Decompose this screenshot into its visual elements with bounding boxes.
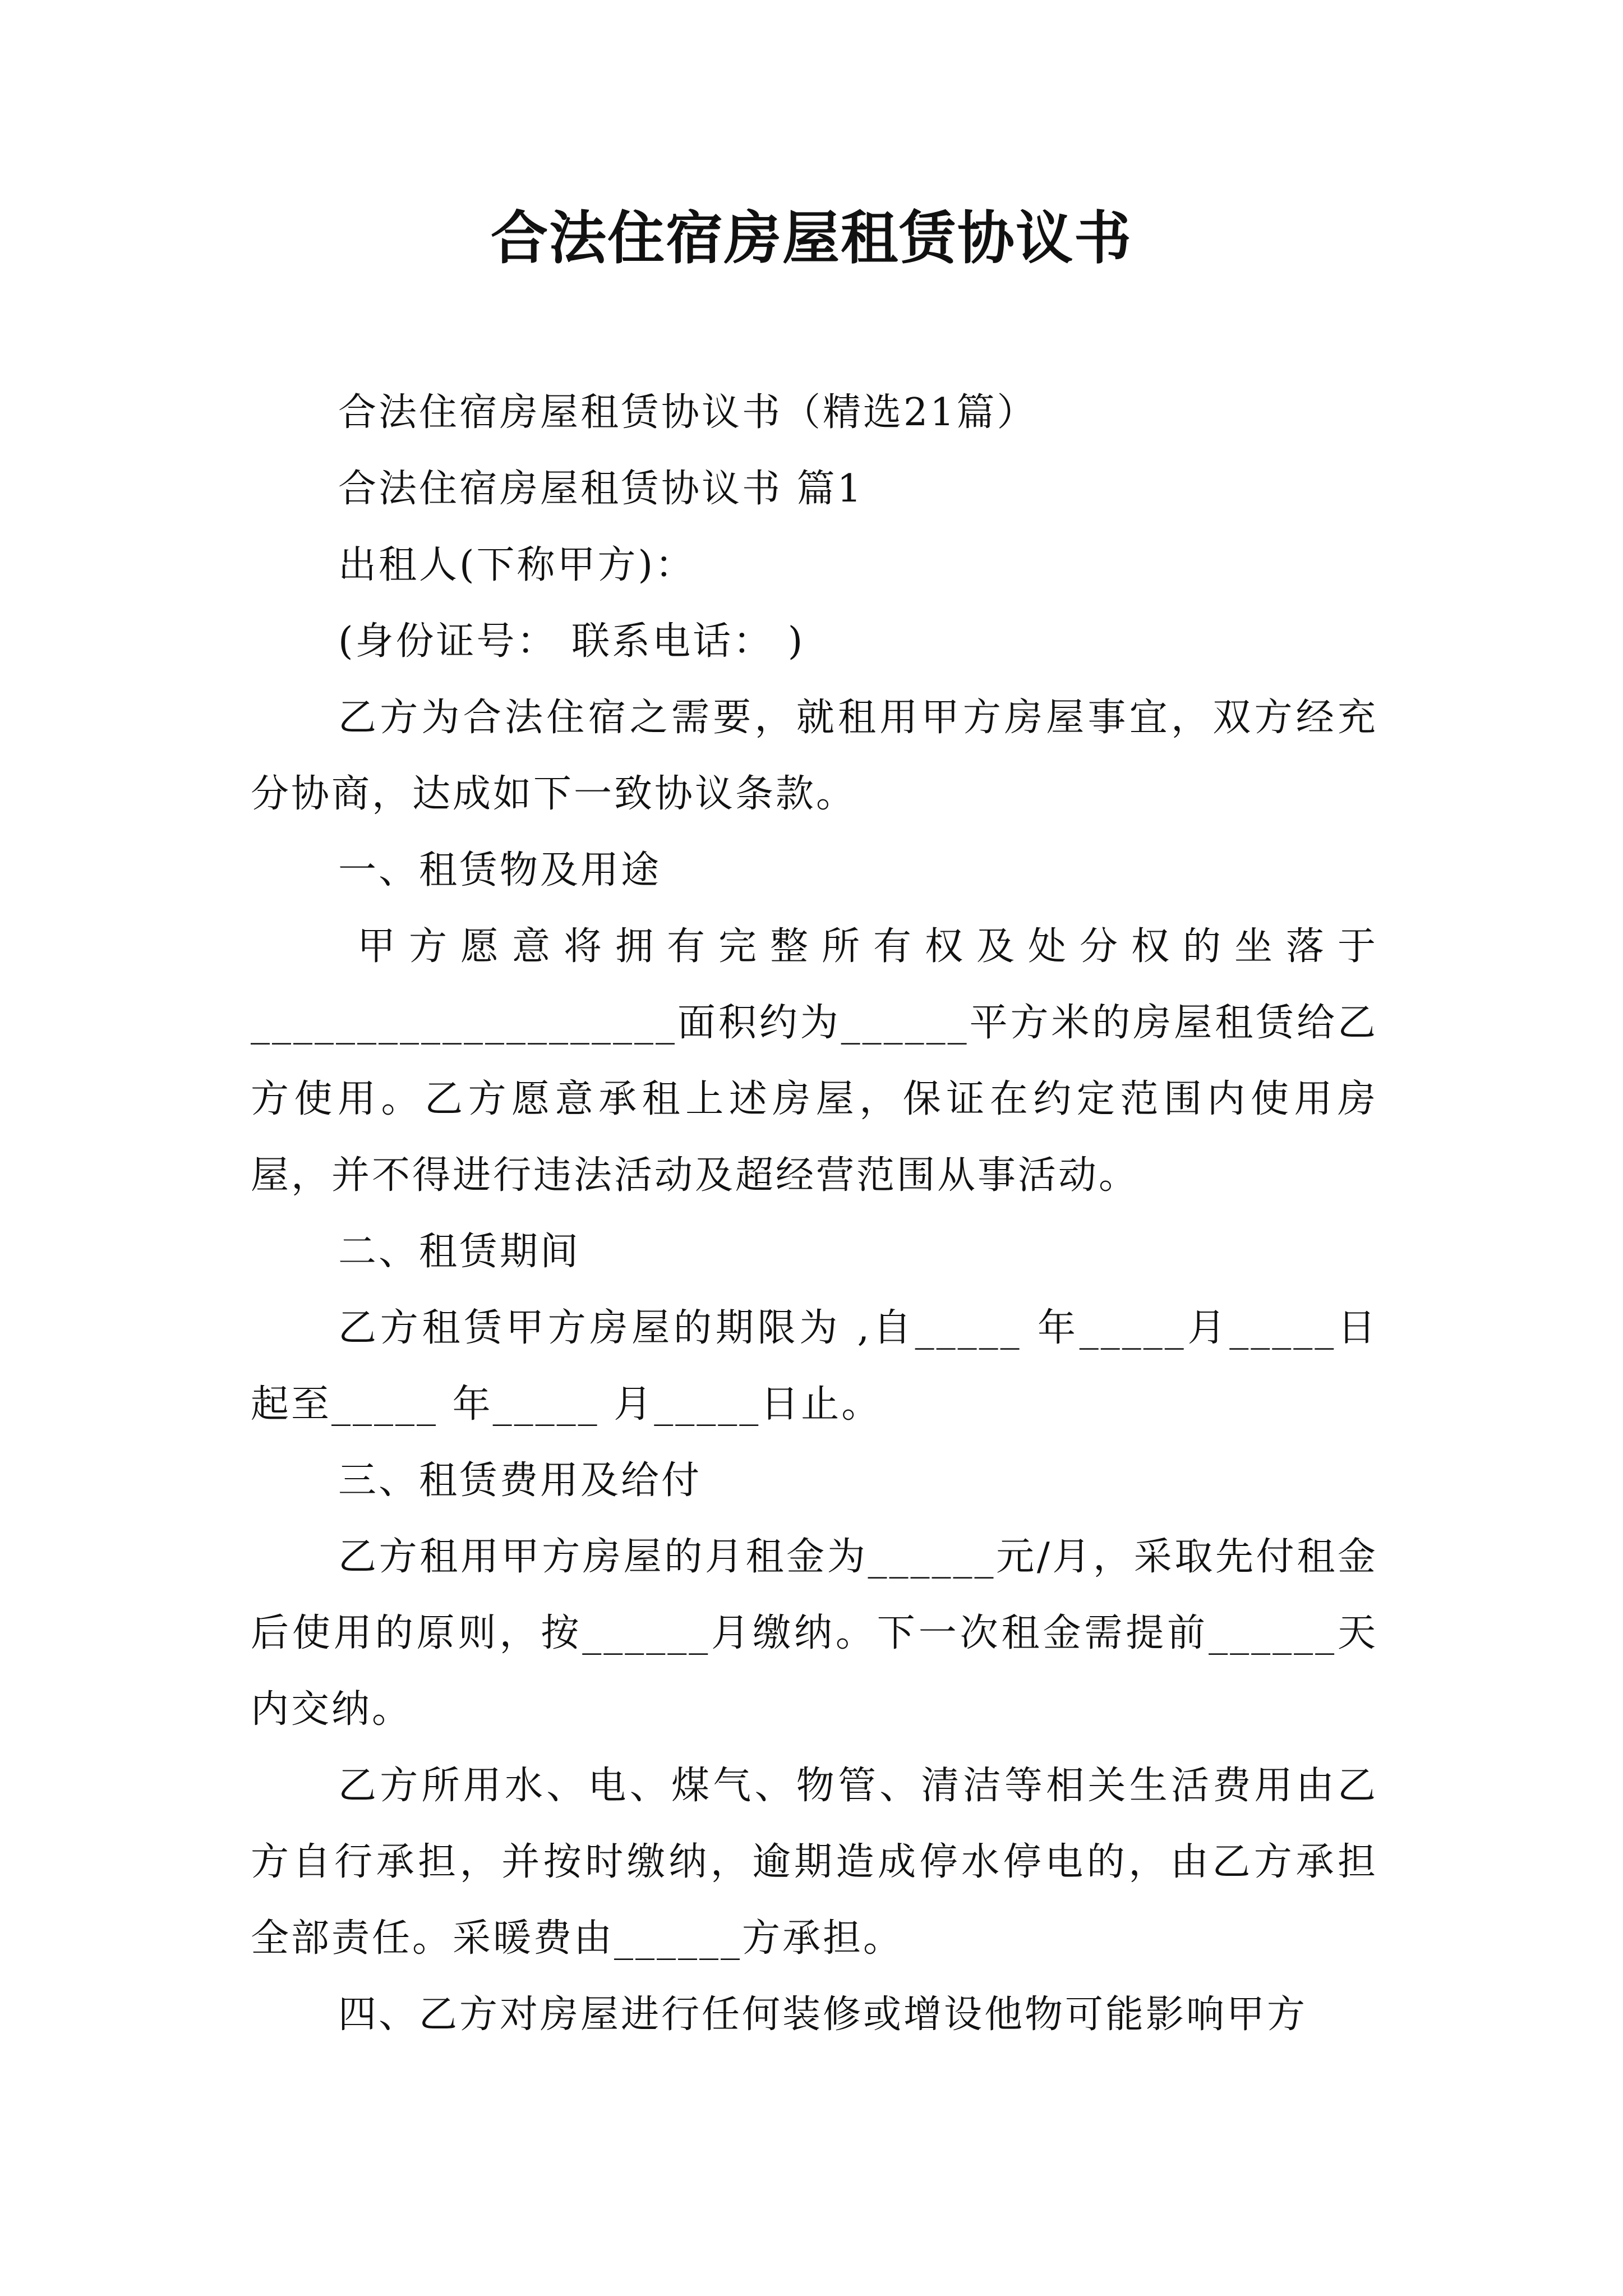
paragraph-id-phone: (身份证号： 联系电话： ) xyxy=(338,619,805,664)
paragraph-subtitle: 合法住宿房屋租赁协议书（精选21篇） xyxy=(338,390,1038,435)
document-title: 合法住宿房屋租赁协议书 xyxy=(491,205,1132,272)
paragraph-lessor: 出租人(下称甲方)： xyxy=(338,543,696,587)
paragraph-leased-property: 甲方愿意将拥有完整所有权及处分权的坐落于____________________面积约为______平方米的房屋租赁给乙方使用。乙方愿意承租上述房屋，保证在约定范围内使用房屋，并不得进行违法活动及超经营范围从事活动。 xyxy=(251,924,1378,1198)
paragraph-lease-term: 乙方租赁甲方房屋的期限为 ,自_____ 年_____月_____日起至_____ 年_____ 月_____日止。 xyxy=(251,1306,1378,1427)
section-heading-4: 四、乙方对房屋进行任何装修或增设他物可能影响甲方 xyxy=(338,1993,1308,2037)
section-heading-3: 三、租赁费用及给付 xyxy=(338,1458,702,1503)
paragraph-utilities: 乙方所用水、电、煤气、物管、清洁等相关生活费用由乙方自行承担，并按时缴纳，逾期造成停水停电的，由乙方承担全部责任。采暖费由______方承担。 xyxy=(251,1764,1378,1961)
document-body xyxy=(251,375,1378,2053)
section-heading-2: 二、租赁期间 xyxy=(338,1230,581,1274)
paragraph-rent: 乙方租用甲方房屋的月租金为______元/月，采取先付租金后使用的原则，按______月缴纳。下一次租金需提前______天内交纳。 xyxy=(251,1535,1378,1732)
paragraph-article-heading: 合法住宿房屋租赁协议书 篇1 xyxy=(338,467,864,511)
section-heading-1: 一、租赁物及用途 xyxy=(338,848,662,892)
paragraph-preamble: 乙方为合法住宿之需要，就租用甲方房屋事宜，双方经充分协商，达成如下一致协议条款。 xyxy=(251,696,1378,816)
